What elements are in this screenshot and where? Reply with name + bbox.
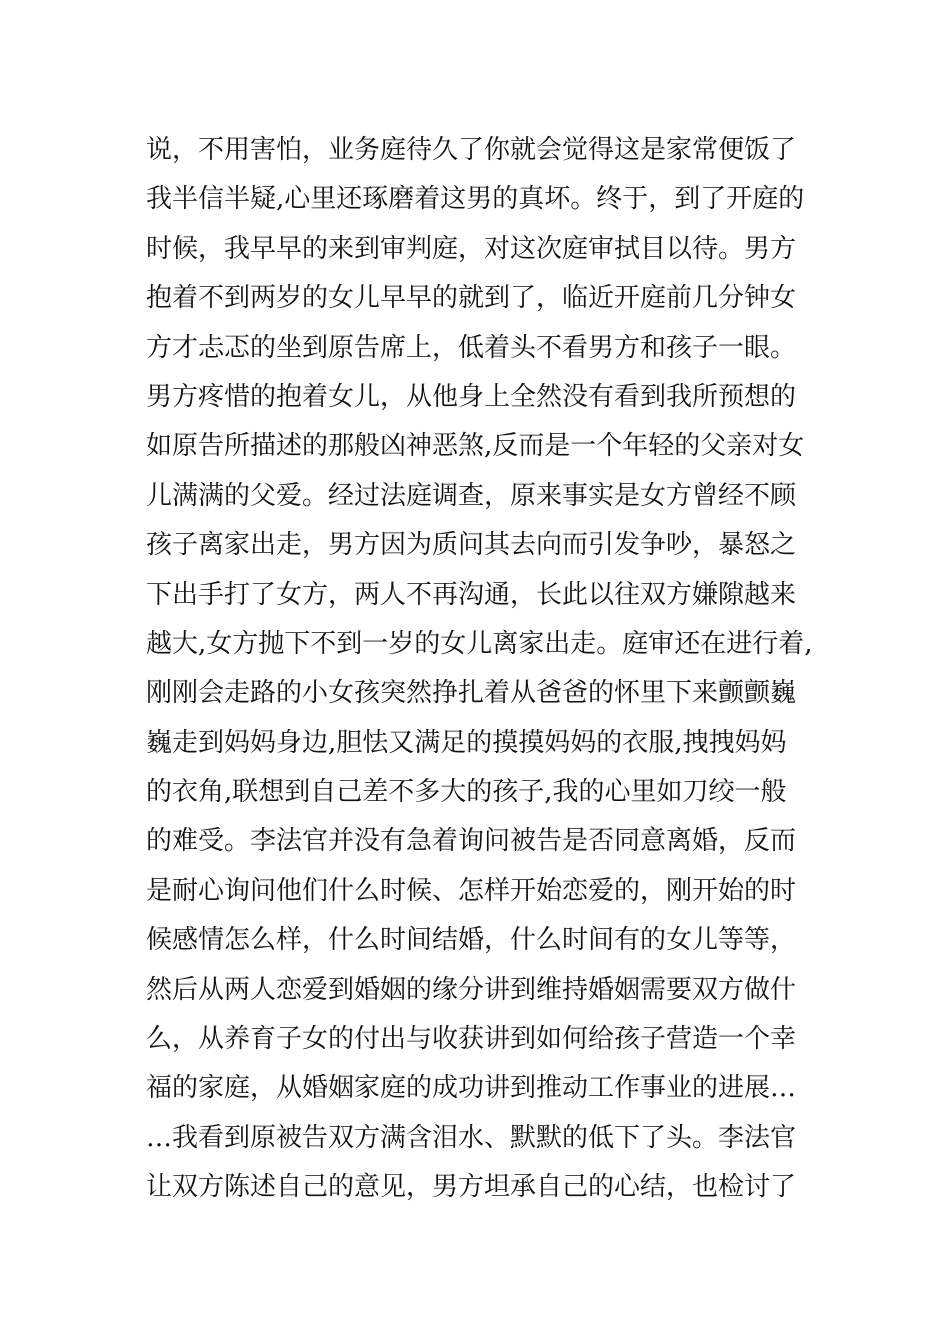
text-line: 候感情怎么样，什么时间结婚，什么时间有的女儿等等， [146,925,797,956]
text-line: 时候，我早早的来到审判庭，对这次庭审拭目以待。男方 [146,233,797,264]
text-line: 巍走到妈妈身边,胆怯又满足的摸摸妈妈的衣服,拽拽妈妈 [146,727,787,758]
text-line: 下出手打了女方，两人不再沟通，长此以往双方嫌隙越来 [146,579,797,610]
text-line: 的难受。李法官并没有急着询问被告是否同意离婚，反而 [146,826,797,857]
text-line: 如原告所描述的那般凶神恶煞,反而是一个年轻的父亲对女 [146,431,805,462]
text-line: 儿满满的父爱。经过法庭调查，原来事实是女方曾经不顾 [146,480,797,511]
text-line: 男方疼惜的抱着女儿，从他身上全然没有看到我所预想的 [146,381,797,412]
text-line: 是耐心询问他们什么时候、怎样开始恋爱的，刚开始的时 [146,875,797,906]
text-line: 越大,女方抛下不到一岁的女儿离家出走。庭审还在进行着, [146,628,813,659]
text-line: 福的家庭，从婚姻家庭的成功讲到推动工作事业的进展… [146,1073,797,1104]
text-line: 然后从两人恋爱到婚姻的缘分讲到维持婚姻需要双方做什 [146,974,797,1005]
text-line: 么，从养育子女的付出与收获讲到如何给孩子营造一个幸 [146,1024,797,1055]
text-line: 的衣角,联想到自己差不多大的孩子,我的心里如刀绞一般 [146,777,787,808]
text-line: 刚刚会走路的小女孩突然挣扎着从爸爸的怀里下来颤颤巍 [146,678,797,709]
text-line: 方才忐忑的坐到原告席上，低着头不看男方和孩子一眼。 [146,332,797,363]
body-text [146,126,826,1213]
text-line: 让双方陈述自己的意见，男方坦承自己的心结，也检讨了 [146,1172,797,1203]
text-line: 孩子离家出走，男方因为质问其去向而引发争吵，暴怒之 [146,530,797,561]
text-line: 抱着不到两岁的女儿早早的就到了，临近开庭前几分钟女 [146,283,797,314]
text-line: …我看到原被告双方满含泪水、默默的低下了头。李法官 [146,1122,797,1153]
text-line: 说，不用害怕，业务庭待久了你就会觉得这是家常便饭了 [146,135,797,165]
text-line: 我半信半疑,心里还琢磨着这男的真坏。终于，到了开庭的 [146,184,805,215]
